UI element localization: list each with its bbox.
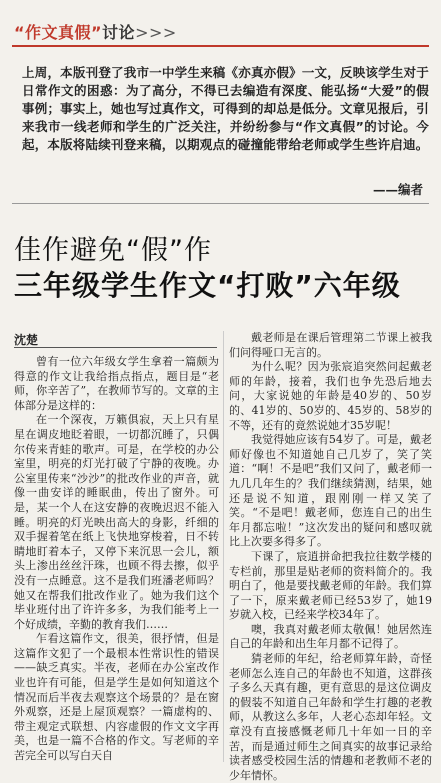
column-title-main: “作文真假”: [14, 23, 103, 42]
author-name: 沈楚: [14, 333, 39, 347]
paragraph: 为什么呢？因为张宸追突然问起戴老师的年龄，接着，我们也争先恐后地去问，大家说她的年龄是40岁的、50岁的、41岁的、50岁的、45岁的、58岁的不等，还有的竟然说她才35岁呢！: [229, 360, 432, 432]
paragraph: 在一个深夜，万籁俱寂，天上只有星星在调皮地眨着眼，一切都沉睡了，只偶尔传来青蛙的歌声。可是，在学校的办公室里，明亮的灯光打破了宁静的夜晚。办公室里传来“沙沙”的批改作业的声音，就像一曲安详的睡眠曲，传出了窗外。可是，某一个人在这安静的夜晚迟迟不能入睡。明亮的灯光映出高大的身影，纤细的双手握着笔在纸上飞快地穿梭着，日不转睛地盯着本子，又停下来沉思一会儿，额头上渗出丝丝汗珠，也顾不得去擦，似乎没有一点睡意。这不是我们班潘老师吗？她又在帮我们批改作业了。她为我们这个毕业班付出了许许多多，为我们能考上一个好成绩，辛勤的教育我们……: [14, 413, 219, 631]
headline-line-2: 三年级学生作文“打败”六年级: [14, 269, 401, 302]
paragraph: 我觉得她应该有54岁了。可是，戴老师好像也不知道她自己几岁了，笑了笑道：“啊！不是吧”我们又问了，戴老师一九几几年生的？我们继续猜测，结果，她还是说不知道，跟刚刚一样又笑了笑。“不是吧！戴老师，您连自己的出生年月都忘啦！”这次发出的疑问和感叹就比上次要多得多了。: [229, 433, 432, 549]
column-divider: [223, 331, 224, 762]
paragraph: 噢，我真对戴老师太敬佩！她居然连自己的年龄和出生年月都不记得了。: [229, 622, 432, 651]
paragraph: 曾有一位六年级女学生拿着一篇颇为得意的作文让我给指点指点，题目是“老师，你辛苦了”，在教师节写的。文章的主体部分是这样的：: [14, 355, 219, 412]
headline-line-1: 佳作避免“假”作: [14, 235, 212, 266]
paragraph: 乍看这篇作文，很美，很抒情，但是这篇作文犯了一个最根本性常识性的错误——缺乏真实。半夜，老师在办公室改作业也许有可能，但是学生是如何知道这个情况而后半夜去观察这个场景的？是在窗外观察，还是上屋顶观察？一篇虚构的、带主观定式联想、内容虚假的作文文字再美，也是一篇不合格的作文。写老师的辛苦完全可以写白天自: [14, 632, 219, 763]
column-title: [14, 20, 177, 43]
column-title-arrows: >>>: [135, 23, 177, 42]
author-rule: [14, 347, 217, 348]
editor-signoff: ——编者: [372, 182, 423, 197]
paragraph: 戴老师是在课后管理第二节课上被我们问得哑口无言的。: [229, 331, 432, 359]
header-rule: [12, 45, 429, 47]
column-title-rest: 讨论: [102, 23, 136, 42]
paragraph: 猜老师的年纪，给老师算年龄，奇怪老师怎么连自己的年龄也不知道，这群孩子多么天真有趣，更有意思的是这位调皮的假装不知道自己年龄和学生打趣的老教师，从教这么多年，人老心态却年轻。文章没有直接感慨老师几十年如一日的辛苦，而是通过师生之间真实的故事记录给读者感受校园生活的情趣和老教师不老的少年情怀。: [229, 652, 432, 782]
column-header: [0, 0, 441, 50]
article-column-right: [229, 331, 432, 782]
section-divider: [12, 203, 429, 204]
editor-note: 上周，本版刊登了我市一中学生来稿《亦真亦假》一文，反映该学生对于日常作文的困惑：为了高分，不得已去编造有深度、能弘扬“大爱”的假事例；事实上，她也写过真作文，可得到的却总是低分。文章见报后，引来我市一线老师和学生的广泛关注，并纷纷参与“作文真假”的讨论。今起，本版将陆续刊登来稿，以期观点的碰撞能带给老师或学生些许启迪。: [22, 65, 429, 152]
article-column-left: [14, 355, 219, 762]
paragraph: 下课了，宸逍拼命把我拉往数学楼的专栏前，那里是贴老师的资料简介的。我明白了，他是要找戴老师的年龄。我们算了一下，原来戴老师已经53岁了，她19岁就入校，已经来学校34年了。: [229, 549, 432, 622]
